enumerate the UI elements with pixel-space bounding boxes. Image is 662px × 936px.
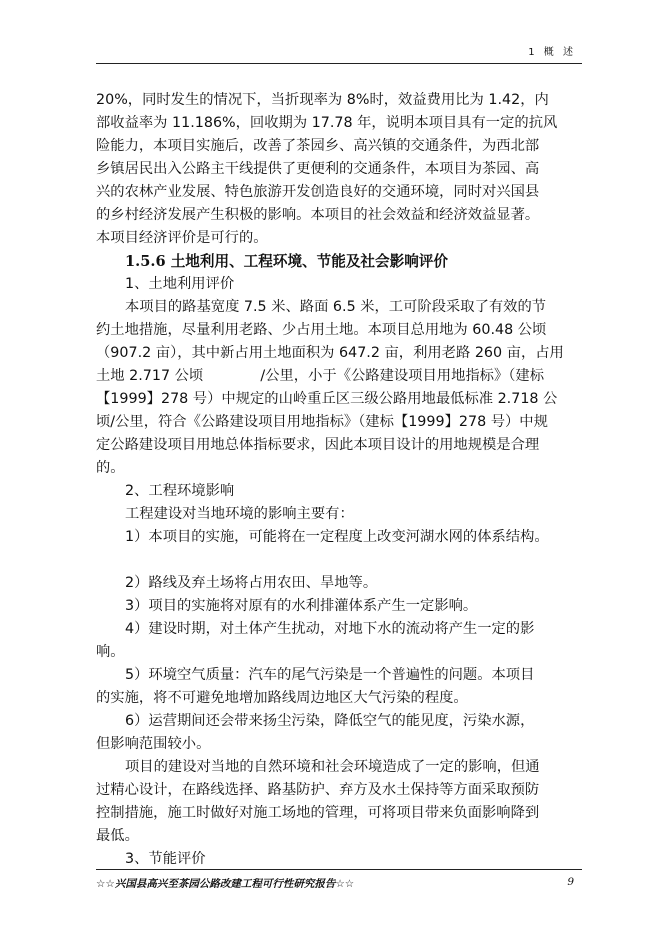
list-item: 5）环境空气质量：汽车的尾气污染是一个普遍性的问题。本项目 [125,667,535,683]
body-line: 顷/公里，符合《公路建设项目用地指标》（建标【1999】278 号）中规 [96,414,548,430]
list-item: 6）运营期间还会带来扬尘污染，降低空气的能见度，污染水源， [125,713,535,729]
page-footer [96,869,582,892]
subsection-heading: 2、工程环境影响 [125,483,235,499]
body-line: 过精心设计，在路线选择、路基防护、弃方及水土保持等方面采取预防 [96,782,540,798]
paragraph-gap [96,549,582,572]
list-item: 2）路线及弃土场将占用农田、旱地等。 [125,575,378,591]
body-line: 约土地措施，尽量利用老路、少占用土地。本项目总用地为 60.48 公顷 [96,322,547,338]
body-line: 土地 2.717 公顷 /公里，小于《公路建设项目用地指标》（建标 [96,368,544,384]
body-line: 20%，同时发生的情况下，当折现率为 8%时，效益费用比为 1.42，内 [96,92,549,108]
body-line: （907.2 亩），其中新占用土地面积为 647.2 亩，利用老路 260 亩，占用 [96,345,564,361]
body-line: 本项目的路基宽度 7.5 米、路面 6.5 米，工可阶段采取了有效的节 [125,299,547,315]
page-header [96,40,582,64]
body-line: 本项目经济评价是可行的。 [96,230,268,246]
body-line: 控制措施，施工时做好对施工场地的管理，可将项目带来负面影响降到 [96,805,540,821]
body-line: 的。 [96,460,125,476]
body-line: 乡镇居民出入公路主干线提供了更便利的交通条件，本项目为茶园、高 [96,161,540,177]
list-item-continuation: 但影响范围较小。 [96,736,211,752]
page-number: 9 [567,876,574,888]
list-item: 1）本项目的实施，可能将在一定程度上改变河湖水网的体系结构。 [125,529,549,545]
body-line: 部收益率为 11.186%，回收期为 17.78 年，说明本项目具有一定的抗风 [96,115,558,131]
list-item: 3）项目的实施将对原有的水利排灌体系产生一定影响。 [125,598,478,614]
body-line: 兴的农林产业发展、特色旅游开发创造良好的交通环境，同时对兴国县 [96,184,540,200]
list-item-continuation: 的实施，将不可避免地增加路线周边地区大气污染的程度。 [96,690,468,706]
body-line: 最低。 [96,828,139,844]
document-body [96,89,582,871]
body-line: 【1999】278 号）中规定的山岭重丘区三级公路用地最低标准 2.718 公 [96,391,558,407]
list-item-continuation: 响。 [96,644,125,660]
body-line: 工程建设对当地环境的影响主要有： [125,506,354,522]
body-line: 项目的建设对当地的自然环境和社会环境造成了一定的影响，但通 [125,759,540,775]
body-line: 险能力，本项目实施后，改善了茶园乡、高兴镇的交通条件，为西北部 [96,138,540,154]
subsection-heading: 3、节能评价 [125,851,206,867]
body-line: 定公路建设项目用地总体指标要求，因此本项目设计的用地规模是合理 [96,437,540,453]
list-item: 4）建设时期，对土体产生扰动，对地下水的流动将产生一定的影 [125,621,535,637]
subsection-heading: 1、土地利用评价 [125,276,235,292]
section-heading: 1.5.6 土地利用、工程环境、节能及社会影响评价 [125,253,448,270]
header-chapter: 1 概 述 [528,47,576,58]
footer-report-title: ☆☆兴国县高兴至茶园公路改建工程可行性研究报告☆☆ [96,878,355,890]
body-line: 的乡村经济发展产生积极的影响。本项目的社会效益和经济效益显著。 [96,207,540,223]
